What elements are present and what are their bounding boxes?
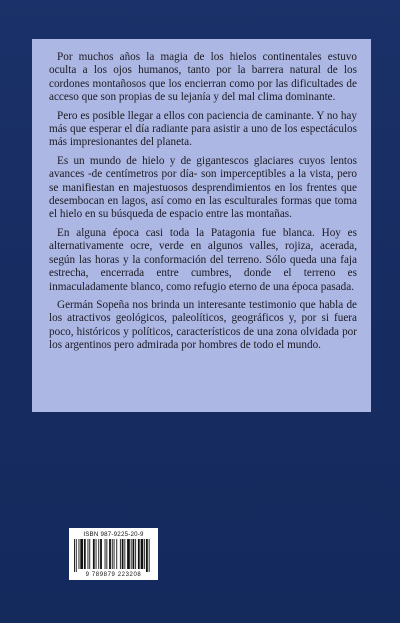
barcode-bar [98,539,99,569]
barcode-bar [93,539,95,569]
isbn-barcode [69,528,158,580]
barcode-bar [122,539,124,569]
synopsis-paragraph-4: En alguna época casi toda la Patagonia fue blanca. Hoy es alternativamente ocre, verde en algunos valles, rojiza, acerada, según las horas y la conformación del terreno. Sólo queda una faja estrecha, encerrada entre cumbres, donde el terreno es inmaculadamente blanco, como refugio eterno de una época pasada. [49,226,357,293]
barcode-bar [138,539,140,569]
barcode-bar [146,539,148,572]
barcode-bar [89,539,90,569]
barcode-bar [133,539,135,569]
synopsis-panel [32,39,371,412]
barcode-bar [74,539,75,572]
barcode-bars [73,539,154,572]
barcode-bar [131,539,132,569]
barcode-bar [141,539,144,569]
barcode-bar [149,539,150,572]
barcode-bar [124,539,125,569]
ean-digits: 9 789879 223208 [85,572,142,578]
barcode-bar [116,539,117,569]
barcode-bar [80,539,83,569]
synopsis-paragraph-5: Germán Sopeña nos brinda un interesante testimonio que habla de los atractivos geológicos, paleolíticos, geográficos y, por si fuera poco, históricos y políticos, característicos de una zona olvidada por los argentinos pero admirada por hombres de todo el mundo. [49,298,357,352]
barcode-bar [144,539,145,569]
barcode-bar [105,539,106,569]
barcode-bar [114,539,115,569]
barcode-bar [96,539,97,569]
synopsis-paragraph-1: Por muchos años la magia de los hielos continentales estuvo oculta a los ojos humanos, tanto por la barrera natural de los cordones montañosos que los encierran como por las dificultades de acceso que son propias de su lejanía y del mal clima dominante. [49,51,357,104]
barcode-bar [120,539,121,569]
barcode-bar [106,539,107,569]
barcode-bar [112,539,113,569]
barcode-bar [79,539,80,569]
barcode-bar [109,539,111,569]
barcode-bar [127,539,130,569]
barcode-bar [84,539,86,569]
synopsis-paragraph-3: Es un mundo de hielo y de gigantescos glaciares cuyos lentos avances -de centímetros por día- son imperceptibles a la vista, pero se manifiestan en majestuosos desprendimientos en los frentes que desembocan en lagos, así como en las esculturales formas que toma el hielo en su búsqueda de espacio entre las montañas. [49,154,357,221]
barcode-bar [100,539,102,569]
barcode-bar [76,539,77,572]
synopsis-paragraph-2: Pero es posible llegar a ellos con paciencia de caminante. Y no hay más que esperar el día radiante para asistir a uno de los espectáculos más impresionantes del planeta. [49,109,357,149]
isbn-label: ISBN 987-9225-20-9 [83,531,144,538]
barcode-bar [88,539,89,569]
barcode-bar [135,539,136,569]
